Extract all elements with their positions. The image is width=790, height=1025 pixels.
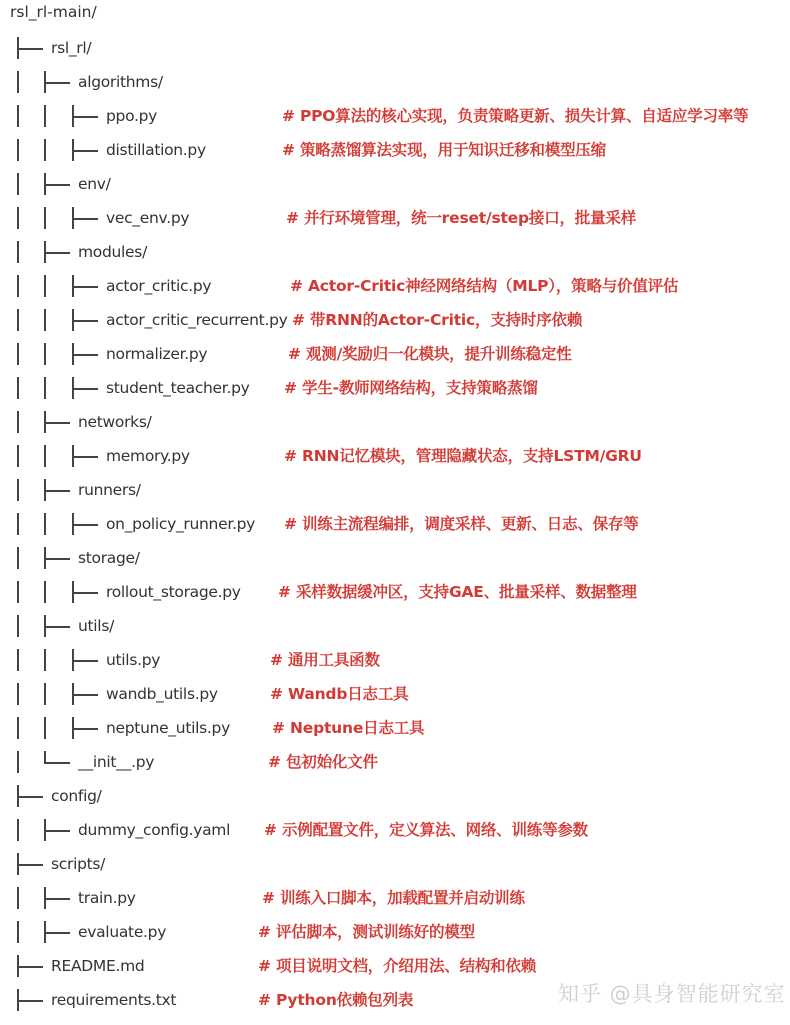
tree-file-row	[0, 646, 790, 680]
file-comment: # 通用工具函数	[270, 651, 380, 669]
file-comment: # 学生-教师网络结构，支持策略蒸馏	[284, 379, 538, 397]
file-name: memory.py	[106, 447, 190, 465]
tree-file-row	[0, 680, 790, 714]
tree-file-row	[0, 306, 790, 340]
file-name: train.py	[78, 889, 136, 907]
tree-guide-line	[17, 479, 19, 501]
file-name: normalizer.py	[106, 345, 208, 363]
tree-guide-line	[17, 343, 19, 365]
tree-guide-line	[17, 377, 19, 399]
file-name: evaluate.py	[78, 923, 167, 941]
tree-file-row	[0, 340, 790, 374]
file-comment: # 训练入口脚本，加载配置并启动训练	[262, 889, 525, 907]
tree-guide-line	[17, 683, 19, 705]
tree-guide-line	[17, 547, 19, 569]
file-comment: # Python依赖包列表	[258, 991, 414, 1009]
tree-guide-line	[44, 513, 46, 535]
tree-file-row	[0, 272, 790, 306]
root-folder: rsl_rl-main/	[10, 3, 97, 21]
tree-file-row	[0, 374, 790, 408]
tree-file-row	[0, 884, 790, 918]
tree-guide-line	[44, 105, 46, 127]
file-name: on_policy_runner.py	[106, 515, 256, 533]
tree-guide-line	[44, 275, 46, 297]
watermark: 知乎 @具身智能研究室	[558, 982, 786, 1006]
file-name: distillation.py	[106, 141, 206, 159]
file-name: README.md	[51, 957, 145, 975]
tree-guide-line	[17, 751, 19, 773]
tree-guide-line	[17, 581, 19, 603]
tree-guide-line	[44, 683, 46, 705]
tree-folder-row	[0, 782, 790, 816]
file-comment: # 项目说明文档，介绍用法、结构和依赖	[258, 957, 537, 975]
tree-folder-row	[0, 612, 790, 646]
file-comment: # 示例配置文件，定义算法、网络、训练等参数	[264, 821, 588, 839]
folder-name: scripts/	[51, 855, 106, 873]
tree-guide-line	[17, 173, 19, 195]
file-name: vec_env.py	[106, 209, 190, 227]
file-name: rollout_storage.py	[106, 583, 241, 601]
tree-file-row	[0, 136, 790, 170]
file-name: neptune_utils.py	[106, 719, 230, 737]
tree-folder-row	[0, 238, 790, 272]
file-comment: # 包初始化文件	[268, 753, 378, 771]
file-name: ppo.py	[106, 107, 158, 125]
tree-guide-line	[17, 445, 19, 467]
tree-guide-line	[17, 887, 19, 909]
file-comment: # Actor-Critic神经网络结构（MLP），策略与价值评估	[290, 277, 679, 295]
file-comment: # 策略蒸馏算法实现，用于知识迁移和模型压缩	[282, 141, 606, 159]
tree-guide-line	[44, 445, 46, 467]
tree-guide-line	[17, 207, 19, 229]
tree-file-row	[0, 510, 790, 544]
folder-name: networks/	[78, 413, 152, 431]
file-name: actor_critic_recurrent.py	[106, 311, 288, 329]
tree-guide-line	[17, 71, 19, 93]
tree-guide-line	[44, 139, 46, 161]
tree-guide-line	[17, 411, 19, 433]
tree-folder-row	[0, 408, 790, 442]
tree-guide-line	[17, 105, 19, 127]
file-comment: # 评估脚本，测试训练好的模型	[258, 923, 475, 941]
tree-file-row	[0, 918, 790, 952]
tree-file-row	[0, 748, 790, 782]
folder-name: config/	[51, 787, 102, 805]
tree-folder-row	[0, 544, 790, 578]
file-name: dummy_config.yaml	[78, 821, 231, 839]
folder-name: algorithms/	[78, 73, 163, 91]
tree-folder-row	[0, 476, 790, 510]
tree-guide-line	[17, 649, 19, 671]
tree-folder-row	[0, 68, 790, 102]
tree-guide-line	[44, 717, 46, 739]
tree-file-row	[0, 102, 790, 136]
file-comment: # 训练主流程编排，调度采样、更新、日志、保存等	[284, 515, 639, 533]
folder-name: runners/	[78, 481, 141, 499]
tree-guide-line	[44, 581, 46, 603]
file-name: actor_critic.py	[106, 277, 212, 295]
tree-guide-line	[17, 615, 19, 637]
file-name: utils.py	[106, 651, 161, 669]
tree-guide-line	[17, 275, 19, 297]
tree-guide-line	[44, 377, 46, 399]
folder-name: env/	[78, 175, 111, 193]
tree-guide-line	[17, 819, 19, 841]
tree-folder-row	[0, 850, 790, 884]
folder-name: rsl_rl/	[51, 39, 92, 57]
tree-guide-line	[17, 241, 19, 263]
tree-file-row	[0, 816, 790, 850]
file-comment: # RNN记忆模块，管理隐藏状态，支持LSTM/GRU	[284, 447, 642, 465]
file-name: wandb_utils.py	[106, 685, 218, 703]
file-comment: # Wandb日志工具	[270, 685, 409, 703]
file-comment: # 带RNN的Actor-Critic，支持时序依赖	[292, 311, 583, 329]
tree-guide-line	[44, 207, 46, 229]
tree-file-row	[0, 578, 790, 612]
folder-name: storage/	[78, 549, 140, 567]
tree-guide-line	[17, 717, 19, 739]
file-comment: # 并行环境管理，统一reset/step接口，批量采样	[286, 209, 636, 227]
tree-guide-line	[17, 921, 19, 943]
tree-guide-line	[17, 139, 19, 161]
file-name: __init__.py	[78, 753, 155, 771]
tree-folder-row	[0, 170, 790, 204]
folder-name: utils/	[78, 617, 115, 635]
file-comment: # 采样数据缓冲区，支持GAE、批量采样、数据整理	[278, 583, 637, 601]
file-name: requirements.txt	[51, 991, 177, 1009]
folder-name: modules/	[78, 243, 147, 261]
file-comment: # PPO算法的核心实现，负责策略更新、损失计算、自适应学习率等	[282, 107, 749, 125]
file-comment: # 观测/奖励归一化模块，提升训练稳定性	[288, 345, 572, 363]
tree-guide-line	[44, 309, 46, 331]
tree-file-row	[0, 204, 790, 238]
tree-file-row	[0, 714, 790, 748]
tree-guide-line	[17, 309, 19, 331]
tree-guide-line	[44, 343, 46, 365]
tree-folder-row	[0, 34, 790, 68]
tree-file-row	[0, 442, 790, 476]
tree-guide-line	[17, 513, 19, 535]
tree-guide-line	[44, 649, 46, 671]
file-comment: # Neptune日志工具	[272, 719, 425, 737]
file-name: student_teacher.py	[106, 379, 250, 397]
